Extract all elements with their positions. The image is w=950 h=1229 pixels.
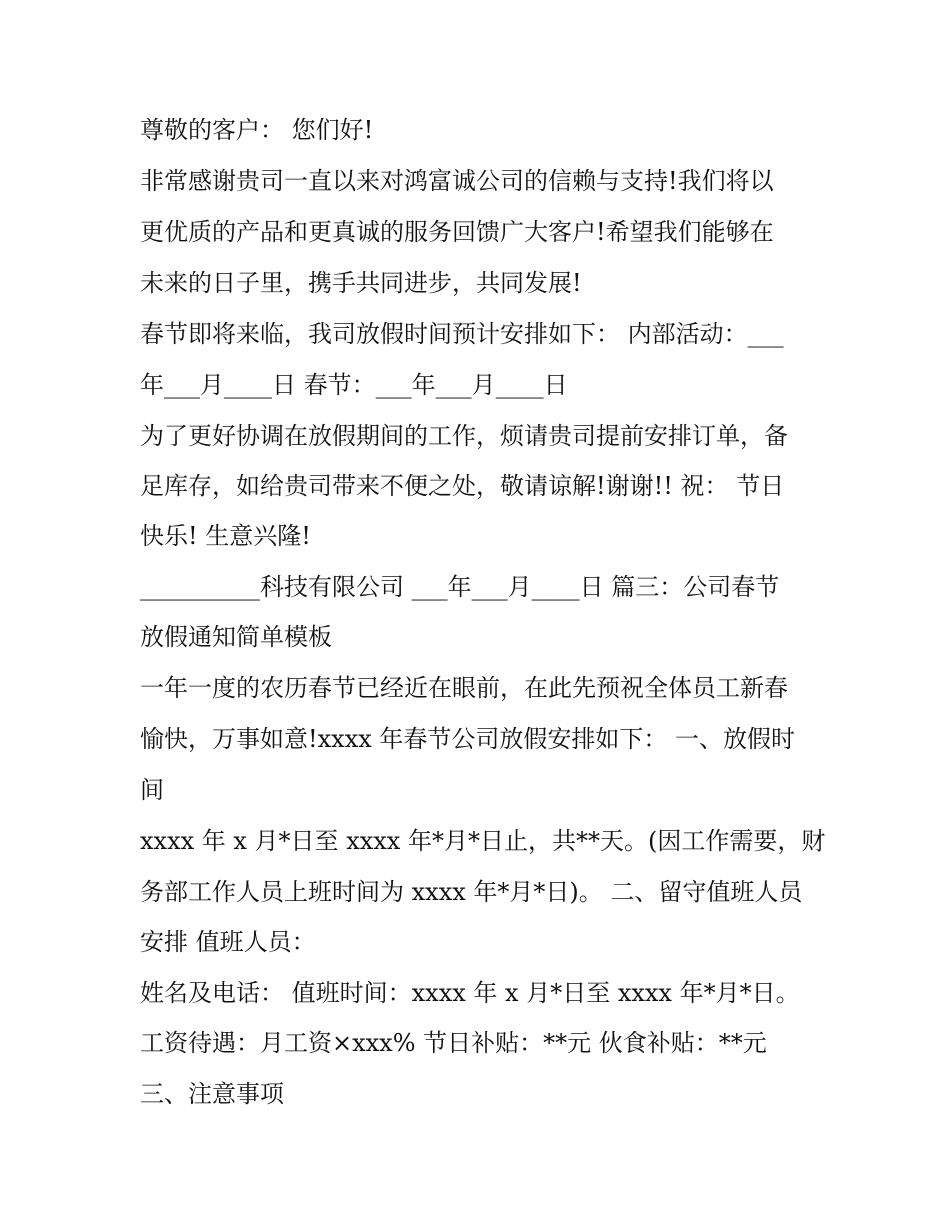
body-line: 安排 值班人员： — [140, 928, 316, 956]
body-line: 非常感谢贵司一直以来对鸿富诚公司的信赖与支持!我们将以 — [140, 167, 774, 195]
body-line: 足库存，如给贵司带来不便之处，敬请谅解!谢谢!! 祝： 节日 — [140, 472, 785, 500]
body-line: xxxx 年 x 月*日至 xxxx 年*月*日止，共**天。(因工作需要，财 — [140, 827, 826, 855]
body-line: 一年一度的农历春节已经近在眼前，在此先预祝全体员工新春 — [140, 674, 788, 702]
body-line: 春节即将来临，我司放假时间预计安排如下： 内部活动：___ — [140, 320, 784, 348]
greeting-line: 尊敬的客户： 您们好! — [140, 116, 374, 144]
body-line: 工资待遇：月工资×xxx% 节日补贴：**元 伙食补贴：**元 — [140, 1029, 767, 1057]
section-title: 放假通知简单模板 — [140, 623, 332, 651]
body-line: 快乐! 生意兴隆! — [140, 522, 311, 550]
body-line: 年___月____日 春节：___年___月____日 — [140, 371, 568, 399]
body-line: 为了更好协调在放假期间的工作，烦请贵司提前安排订单，备 — [140, 422, 788, 450]
body-line: 间 — [140, 776, 164, 804]
body-line: 未来的日子里，携手共同进步，共同发展! — [140, 269, 582, 297]
body-line: 务部工作人员上班时间为 xxxx 年*月*日)。 二、留守值班人员 — [140, 878, 803, 906]
signature-line: __________科技有限公司 ___年___月____日 篇三：公司春节 — [140, 573, 780, 601]
body-line: 愉快，万事如意!xxxx 年春节公司放假安排如下： 一、放假时 — [140, 725, 796, 753]
body-line: 姓名及电话： 值班时间：xxxx 年 x 月*日至 xxxx 年*月*日。 — [140, 979, 800, 1007]
body-line: 更优质的产品和更真诚的服务回馈广大客户!希望我们能够在 — [140, 218, 774, 246]
section-heading: 三、注意事项 — [140, 1080, 284, 1108]
